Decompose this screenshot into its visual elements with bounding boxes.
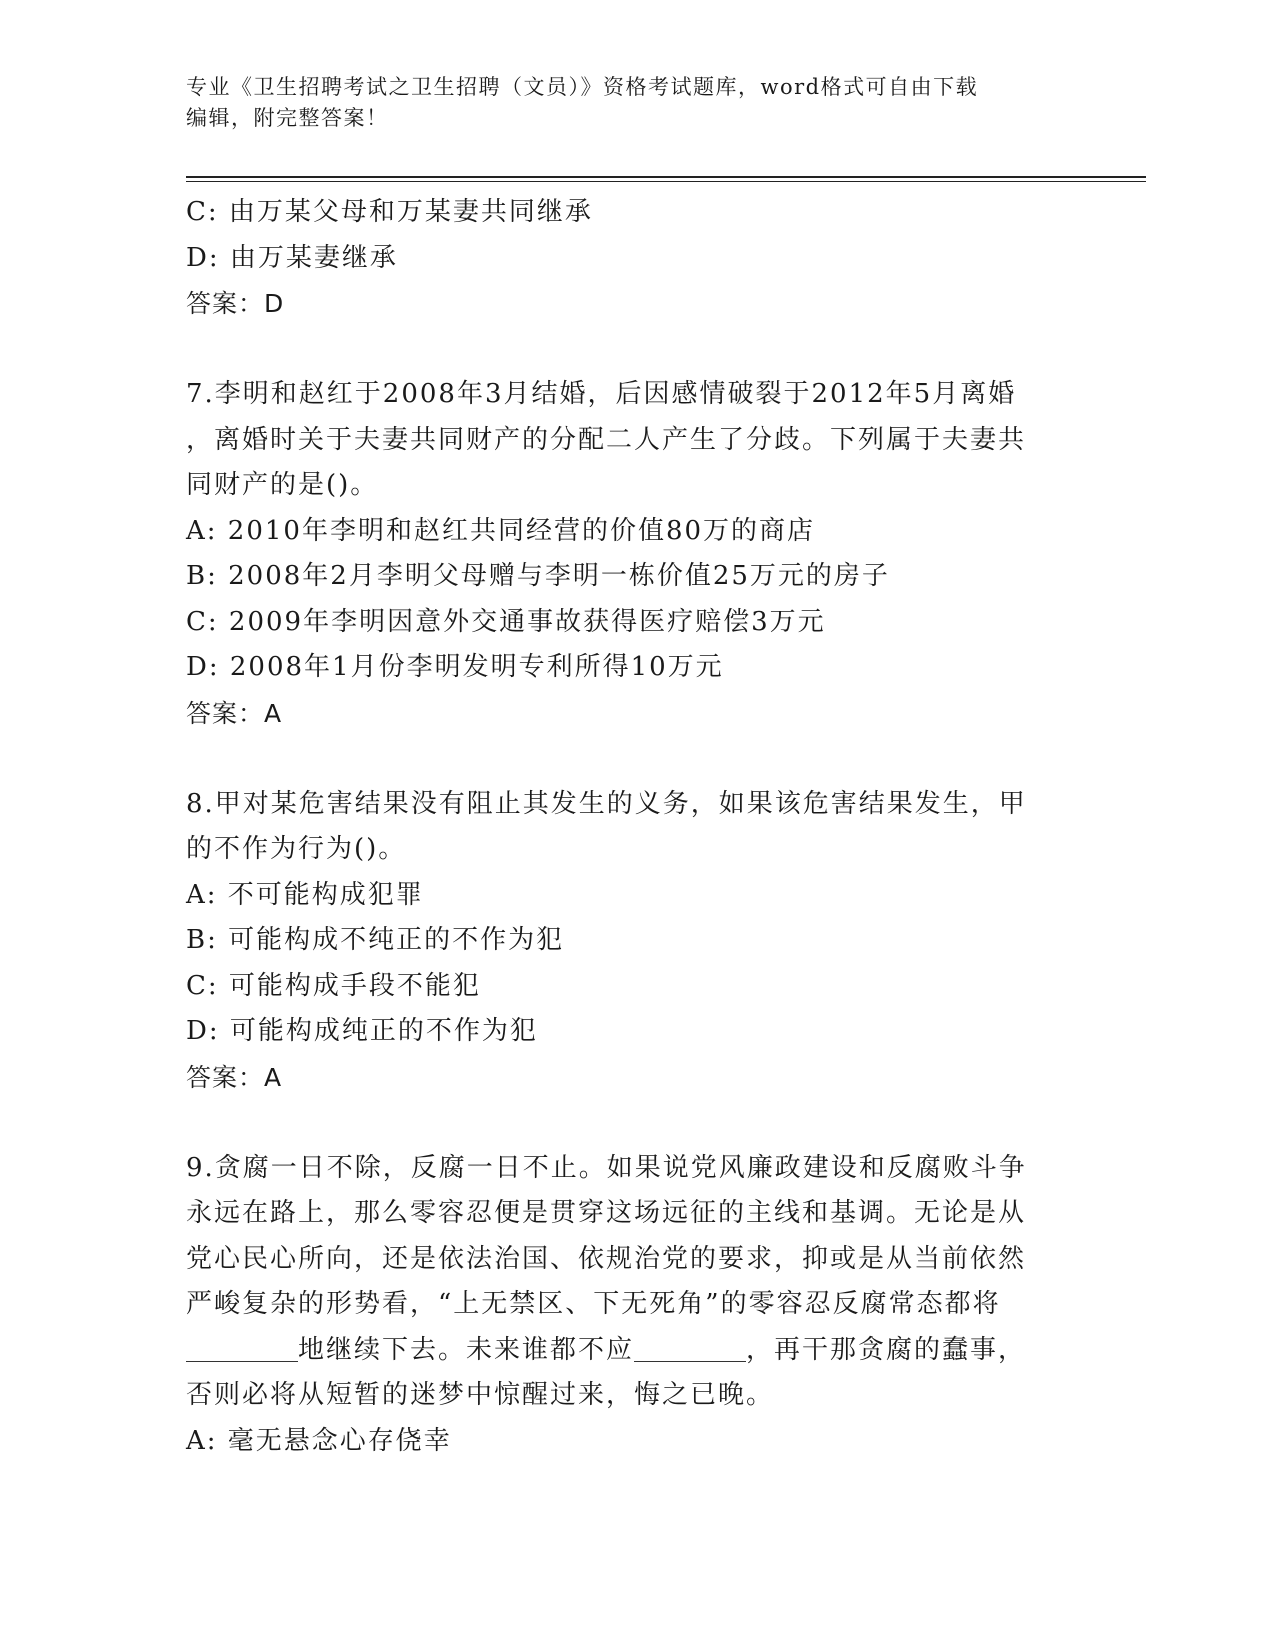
- q6-answer: 答案：D: [186, 289, 285, 318]
- q8-stem-line-2: 的不作为行为()。: [186, 834, 407, 864]
- header-divider-thick: [186, 176, 1146, 178]
- q7-option-a: A: 2010年李明和赵红共同经营的价值80万的商店: [186, 515, 816, 546]
- q7-option-b: B: 2008年2月李明父母赠与李明一栋价值25万元的房子: [186, 561, 890, 591]
- q9-stem-line-5: [186, 1328, 1066, 1374]
- q8-answer: 答案：A: [186, 1062, 283, 1092]
- q6-option-c: C: 由万某父母和万某妻共同继承: [186, 197, 593, 227]
- q7-stem-line-3: 同财产的是()。: [186, 470, 379, 500]
- q9-stem-line-4: 严峻复杂的形势看，“上无禁区、下无死角”的零容忍反腐常态都将: [186, 1289, 1001, 1319]
- fill-blank-2: [634, 1335, 746, 1362]
- q9-stem-line-5-end: ，再干那贪腐的蠢事，: [746, 1334, 1027, 1365]
- q8-option-b: B: 可能构成不纯正的不作为犯: [186, 925, 565, 955]
- document-header: [186, 72, 1066, 134]
- header-line-1: 专业《卫生招聘考试之卫生招聘（文员）》资格考试题库，word格式可自由下载: [186, 75, 979, 99]
- header-divider-thin: [186, 181, 1146, 182]
- q9-stem-line-6: 否则必将从短暂的迷梦中惊醒过来，悔之已晚。: [186, 1380, 775, 1410]
- q9-stem-line-3: 党心民心所向，还是依法治国、依规治党的要求，抑或是从当前依然: [186, 1243, 1027, 1274]
- spacer: [186, 1100, 1066, 1146]
- question-list: [186, 190, 1066, 1464]
- q8-option-d: D: 可能构成纯正的不作为犯: [186, 1016, 538, 1046]
- spacer: [186, 327, 1066, 373]
- q9-stem-line-5-mid: 地继续下去。未来谁都不应: [298, 1334, 635, 1365]
- q8-stem-line-1: 8.甲对某危害结果没有阻止其发生的义务，如果该危害结果发生，甲: [186, 788, 1027, 819]
- spacer: [186, 736, 1066, 782]
- q6-option-d: D: 由万某妻继承: [186, 242, 398, 273]
- fill-blank-1: [186, 1335, 298, 1362]
- q7-stem-line-2: ，离婚时关于夫妻共同财产的分配二人产生了分歧。下列属于夫妻共: [186, 424, 1027, 455]
- q9-stem-line-1: 9.贪腐一日不除，反腐一日不止。如果说党风廉政建设和反腐败斗争: [186, 1152, 1027, 1183]
- q9-option-a: A: 毫无悬念心存侥幸: [186, 1425, 452, 1456]
- q9-stem-line-2: 永远在路上，那么零容忍便是贯穿这场远征的主线和基调。无论是从: [186, 1198, 1027, 1228]
- q7-option-c: C: 2009年李明因意外交通事故获得医疗赔偿3万元: [186, 606, 826, 637]
- q7-option-d: D: 2008年1月份李明发明专利所得10万元: [186, 652, 724, 682]
- q8-option-a: A: 不可能构成犯罪: [186, 879, 424, 910]
- q7-stem-line-1: 7.李明和赵红于2008年3月结婚，后因感情破裂于2012年5月离婚: [186, 379, 1017, 409]
- q7-answer: 答案：A: [186, 698, 283, 728]
- header-line-2: 编辑，附完整答案！: [186, 106, 389, 130]
- q8-option-c: C: 可能构成手段不能犯: [186, 970, 481, 1001]
